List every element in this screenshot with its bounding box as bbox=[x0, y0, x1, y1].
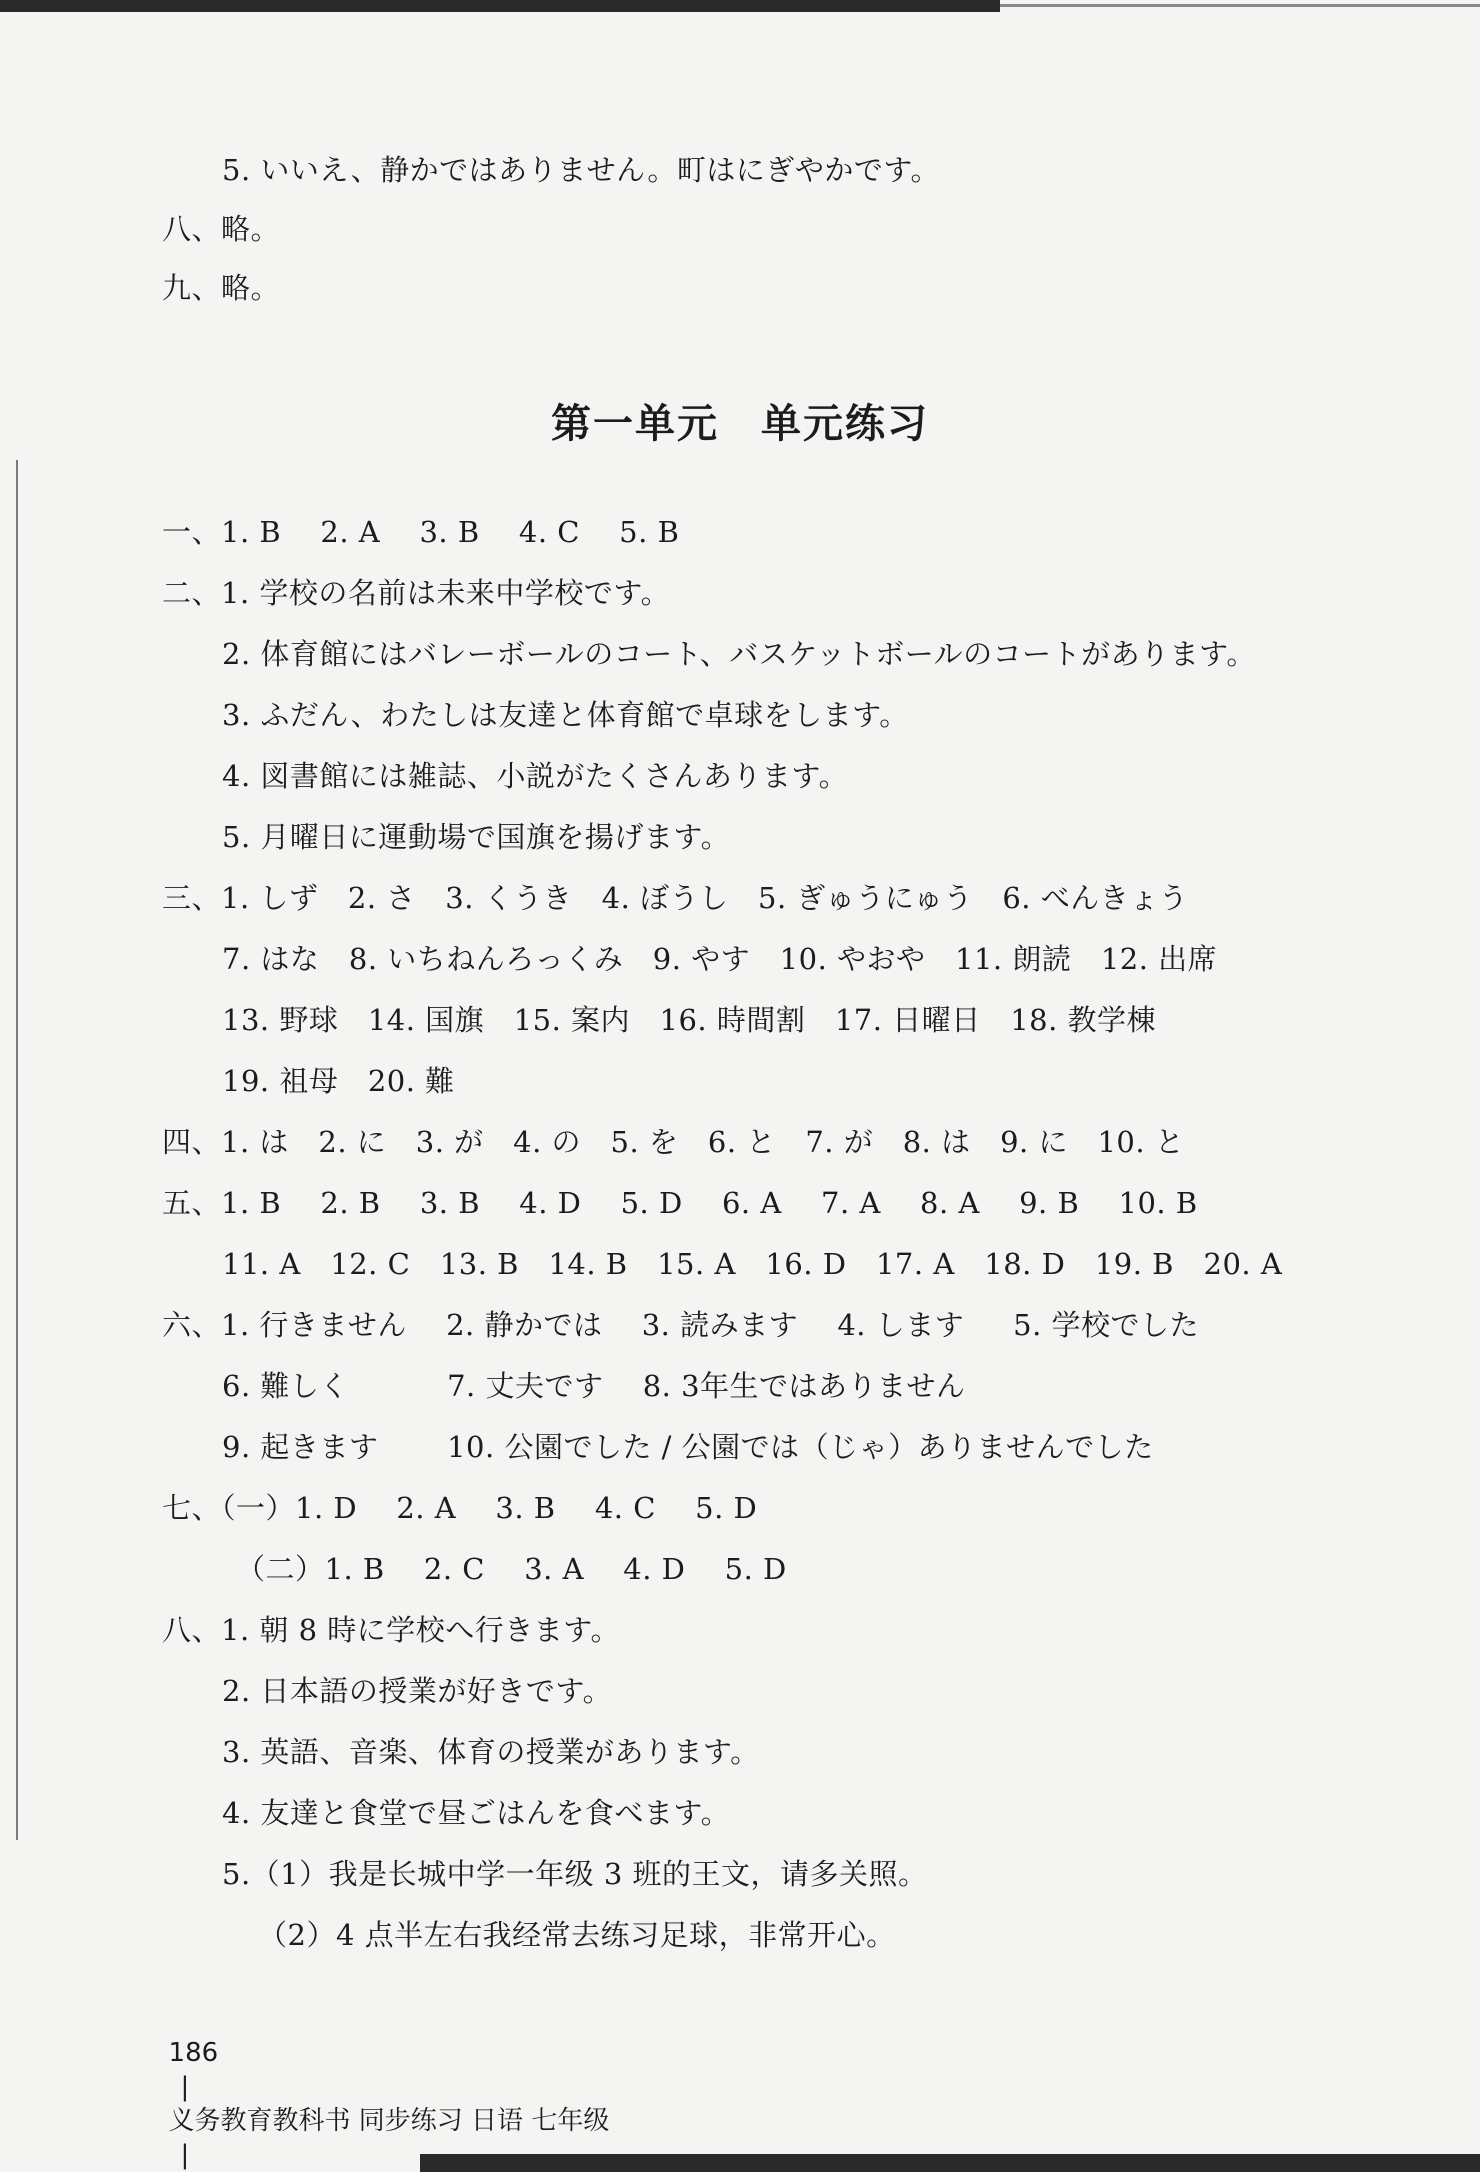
answer-section-6-row-1: 六、1. 行きません 2. 静かでは 3. 読みます 4. します 5. 学校でした bbox=[162, 1308, 1200, 1342]
answer-section-2-item-3: 3. ふだん、わたしは友達と体育館で卓球をします。 bbox=[222, 698, 909, 732]
answer-section-5-row-1: 五、1. B 2. B 3. B 4. D 5. D 6. A 7. A 8. A 9. B 10. B bbox=[162, 1186, 1198, 1220]
answer-section-8-item-5-2: （2）4 点半左右我经常去练习足球，非常开心。 bbox=[258, 1918, 896, 1952]
footer-separator-right: | bbox=[180, 2140, 190, 2170]
book-title: 义务教育教科书 同步练习 日语 七年级 bbox=[168, 2106, 610, 2136]
answer-section-3-row-2: 7. はな 8. いちねんろっくみ 9. やす 10. やおや 11. 朗読 12. 出席 bbox=[222, 942, 1218, 976]
page-edge-top-fade bbox=[1000, 4, 1480, 7]
answer-section-7-part-2: （二）1. B 2. C 3. A 4. D 5. D bbox=[236, 1552, 787, 1586]
answer-section-2-item-1: 二、1. 学校の名前は未来中学校です。 bbox=[162, 576, 671, 610]
footer-separator-left: | bbox=[180, 2072, 190, 2102]
page-footer bbox=[152, 2002, 609, 2172]
answer-section-2-item-4: 4. 図書館には雑誌、小説がたくさんあります。 bbox=[222, 759, 849, 793]
prev-answer-5: 5. いいえ、静かではありません。町はにぎやかです。 bbox=[222, 153, 941, 187]
answer-section-2-item-5: 5. 月曜日に運動場で国旗を揚げます。 bbox=[222, 820, 731, 854]
page-edge-top bbox=[0, 0, 1000, 12]
answer-section-3-row-1: 三、1. しず 2. さ 3. くうき 4. ぼうし 5. ぎゅうにゅう 6. べんきょう bbox=[162, 881, 1189, 915]
answer-section-4: 四、1. は 2. に 3. が 4. の 5. を 6. と 7. が 8. は 9. に 10. と bbox=[162, 1125, 1185, 1159]
answer-section-8-item-2: 2. 日本語の授業が好きです。 bbox=[222, 1674, 613, 1708]
answer-section-5-row-2: 11. A 12. C 13. B 14. B 15. A 16. D 17. A 18. D 19. B 20. A bbox=[222, 1247, 1283, 1281]
page-edge-left bbox=[16, 460, 18, 1840]
answer-section-6-row-2: 6. 難しく 7. 丈夫です 8. 3年生ではありません bbox=[222, 1369, 966, 1403]
answer-section-8-item-4: 4. 友達と食堂で昼ごはんを食べます。 bbox=[222, 1796, 731, 1830]
prev-answer-8: 八、略。 bbox=[162, 212, 281, 246]
answer-section-2-item-2: 2. 体育館にはバレーボールのコート、バスケットボールのコートがあります。 bbox=[222, 637, 1256, 671]
answer-section-3-row-4: 19. 祖母 20. 難 bbox=[222, 1064, 455, 1098]
answer-section-3-row-3: 13. 野球 14. 国旗 15. 案内 16. 時間割 17. 日曜日 18. 教学棟 bbox=[222, 1003, 1157, 1037]
page-number: 186 bbox=[168, 2038, 219, 2068]
answer-section-8-item-5-1: 5.（1）我是长城中学一年级 3 班的王文，请多关照。 bbox=[222, 1857, 928, 1891]
answer-section-7-part-1: 七、（一）1. D 2. A 3. B 4. C 5. D bbox=[162, 1491, 758, 1525]
unit-title: 第一单元 单元练习 bbox=[551, 400, 929, 447]
answer-section-8-item-3: 3. 英語、音楽、体育の授業があります。 bbox=[222, 1735, 760, 1769]
prev-answer-9: 九、略。 bbox=[162, 271, 281, 305]
answer-section-1: 一、1. B 2. A 3. B 4. C 5. B bbox=[162, 515, 680, 549]
answer-section-8-item-1: 八、1. 朝 8 時に学校へ行きます。 bbox=[162, 1613, 620, 1647]
answer-section-6-row-3: 9. 起きます 10. 公園でした / 公園では（じゃ）ありませんでした bbox=[222, 1430, 1154, 1464]
